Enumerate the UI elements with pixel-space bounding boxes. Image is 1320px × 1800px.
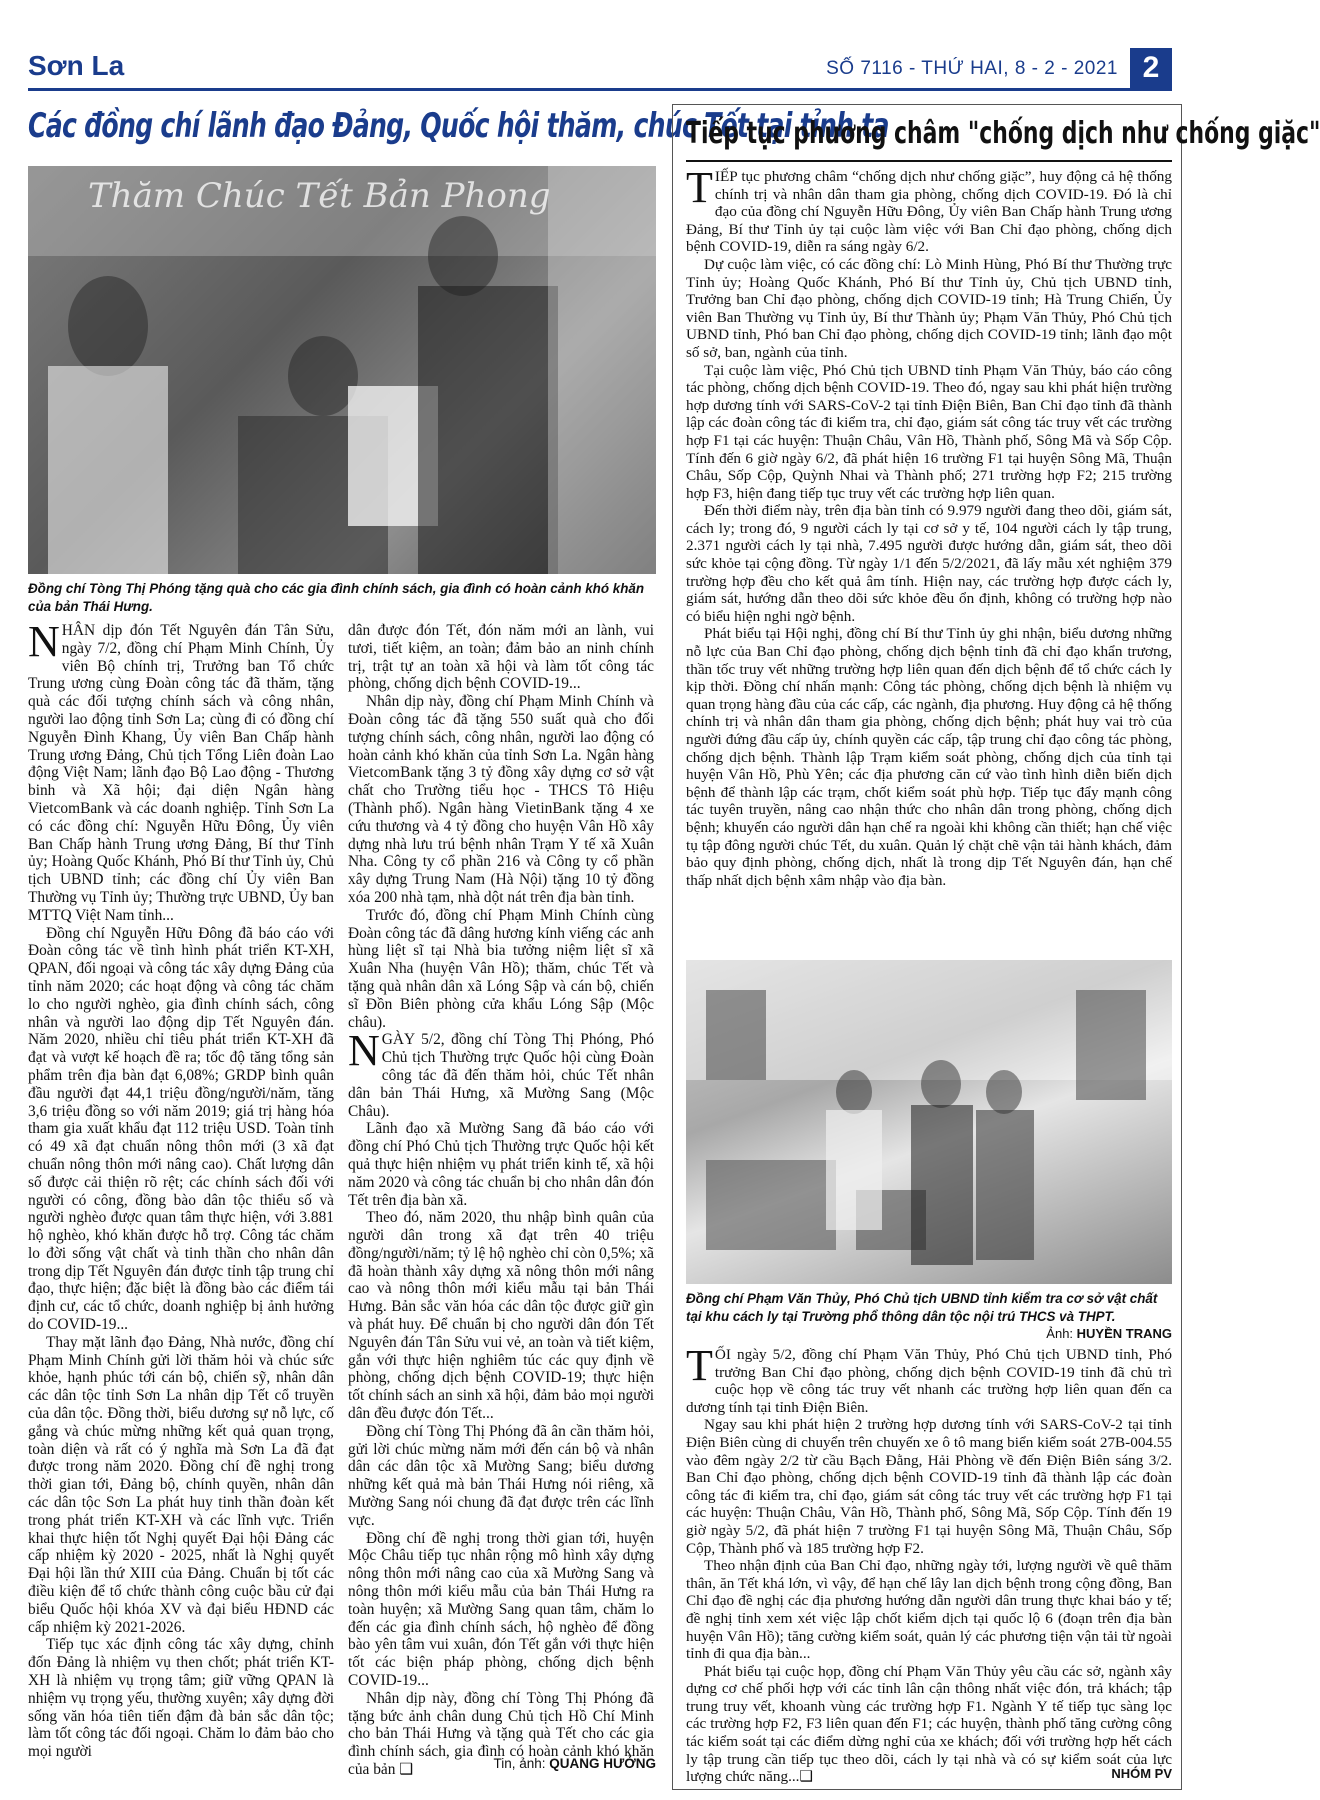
photo-window <box>706 990 766 1080</box>
photo-figure <box>418 286 558 574</box>
paragraph: Nhân dịp này, đồng chí Tòng Thị Phóng đã tặng bức ảnh chân dung Chủ tịch Hồ Chí Minh cho bản Thái Hưng và tặng quà Tết cho các gia đình chính sách, gia đình có hoàn cảnh khó khăn của bản ❑ <box>348 1689 654 1778</box>
right-photo-credit <box>686 1326 1172 1341</box>
photo-banner-text: Thăm Chúc Tết Bản Phong <box>88 176 551 216</box>
byline-name: QUANG HƯỞNG <box>549 1756 656 1771</box>
photo-figure <box>921 1060 961 1108</box>
paragraph-text: IẾP tục phương châm “chống dịch như chống giặc”, huy động cả hệ thống chính trị và nhân dân tham gia phòng, chống dịch COVID-19. Đó là chỉ đạo của đồng chí Nguyễn Hữu Đông, Ủy viên Ban Chấp hành Trung ương Đảng, Bí thư Tỉnh ủy tại cuộc làm việc với Ban Chỉ đạo phòng, chống dịch bệnh COVID-19, diễn ra sáng ngày 6/2. <box>686 168 1172 256</box>
photo-pot <box>706 1160 836 1250</box>
left-photo-caption: Đồng chí Tòng Thị Phóng tặng quà cho các gia đình chính sách, gia đình có hoàn cảnh khó khăn của bản Thái Hưng. <box>28 581 644 614</box>
paragraph: Đồng chí Tòng Thị Phóng đã ân cần thăm hỏi, gửi lời chúc mừng năm mới đến cán bộ và nhân dân các dân tộc xã Mường Sang; biểu dương những kết quả mà bản Thái Hưng nói riêng, xã Mường Sang nói chung đã đạt được trên các lĩnh vực. <box>348 1422 654 1529</box>
paragraph: Đồng chí đề nghị trong thời gian tới, huyện Mộc Châu tiếp tục nhân rộng mô hình xây dựng nông thôn mới nâng cao của xã Mường Sang và nông thôn mới kiểu mẫu của bản Thái Hưng ra toàn huyện; xã Mường Sang quan tâm, chăm lo đến các gia đình chính sách, hộ nghèo để đồng bào yên tâm vui xuân, đón Tết gắn với thực hiện tốt các biện pháp phòng, chống dịch bệnh COVID-19... <box>348 1529 654 1690</box>
left-byline <box>430 1756 656 1771</box>
paragraph: Lãnh đạo xã Mường Sang đã báo cáo với đồng chí Phó Chủ tịch Thường trực Quốc hội kết quả thực hiện nhiệm vụ phát triển kinh tế, xã hội năm 2020 và công tác chuẩn bị cho nhân dân đón Tết trên địa bàn xã. <box>348 1120 654 1209</box>
byline-prefix: Tin, ảnh: <box>493 1756 550 1771</box>
left-photo <box>28 166 656 574</box>
photo-figure <box>48 366 168 574</box>
paragraph-text: GÀY 5/2, đồng chí Tòng Thị Phóng, Phó Chủ tịch Thường trực Quốc hội cùng Đoàn công tác đã đến thăm hỏi, chúc Tết nhân dân bản Thái Hưng, xã Mường Sang (Mộc Châu). <box>348 1031 654 1120</box>
photo-figure <box>68 276 148 376</box>
paragraph-text: ỐI ngày 5/2, đồng chí Phạm Văn Thủy, Phó Chủ tịch UBND tỉnh, Phó trưởng Ban Chỉ đạo phòng, chống dịch bệnh COVID-19 tỉnh đã chủ trì cuộc họp về công tác truy vết nhanh các trường hợp liên quan đến ca dương tính tại tỉnh Điện Biên. <box>686 1346 1172 1416</box>
credit-name: HUYỀN TRANG <box>1076 1326 1172 1341</box>
drop-cap: T <box>686 1341 713 1390</box>
paragraph: Đến thời điểm này, trên địa bàn tỉnh có 9.979 người đang theo dõi, giám sát, cách ly; trong đó, 9 người cách ly tại cơ sở y tế, 104 người cách ly tập trung, 2.371 người cách ly tại nhà, 7.495 người được hướng dẫn, giám sát, theo dõi sức khỏe tại cộng đồng. Từ ngày 1/1 đến 5/2/2021, đã lấy mẫu xét nghiệm 379 trường hợp đều cho kết quả âm tính. Hiện nay, các trường hợp được cách ly, giám sát, hướng dẫn theo dõi sức khỏe đều ổn định, không có trường hợp nào có biểu hiện nghi ngờ bệnh. <box>686 502 1172 625</box>
photo-figure <box>836 1070 872 1114</box>
left-headline: Các đồng chí lãnh đạo Đảng, Quốc hội thăm, chúc Tết tại tỉnh ta <box>28 106 889 146</box>
paragraph: Tiếp tục xác định công tác xây dựng, chỉnh đốn Đảng là nhiệm vụ then chốt; phát triển KT-XH là nhiệm vụ trọng tâm; giữ vững QPAN là nhiệm vụ trọng yếu, thường xuyên; xây dựng đời sống văn hóa tiên tiến đậm đà bản sắc dân tộc; làm tốt công tác đối ngoại. Chăm lo đảm bảo cho mọi người <box>28 1636 334 1761</box>
right-article-part1 <box>686 163 1172 954</box>
paragraph: Theo đó, năm 2020, thu nhập bình quân của người dân trong xã đạt trên 40 triệu đồng/người/năm; tỷ lệ hộ nghèo chỉ còn 0,5%; xã đã hoàn thành xây dựng xã nông thôn mới nâng cao và nông thôn mới kiểu mẫu tại bản Thái Hưng. Bản sắc văn hóa các dân tộc được giữ gìn và phát huy. Để chuẩn bị cho người dân đón Tết Nguyên đán Tân Sửu vui vẻ, an toàn và tiết kiệm, gắn với thực hiện nghiêm túc các quy định về phòng, chống dịch bệnh COVID-19; thực hiện tốt chính sách an sinh xã hội, đảm bảo mọi người dân đều được đón Tết... <box>348 1209 654 1423</box>
right-byline: NHÓM PV <box>1111 1766 1172 1781</box>
paragraph <box>686 163 1172 256</box>
paragraph <box>686 1341 1172 1416</box>
right-headline: Tiếp tục phương châm "chống dịch như chống giặc" <box>686 116 1320 151</box>
paragraph: Ngay sau khi phát hiện 2 trường hợp dương tính với SARS-CoV-2 tại tỉnh Điện Biên cùng di chuyển trên chuyến xe ô tô mang biển kiểm soát 27B-004.55 vào đêm ngày 2/2 từ cầu Bạch Đằng, Hải Phòng về đến Điện Biên sáng 3/2. Ban Chỉ đạo phòng, chống dịch bệnh COVID-19 tỉnh đã thành lập các đoàn công tác đi kiểm tra, chỉ đạo, giám sát công tác truy vết các trường hợp F1 tại các huyện: Thuận Châu, Vân Hồ, Thành phố, Sông Mã, Sốp Cộp. Tính đến 19 giờ ngày 5/2, đã phát hiện 7 trường F1 tại huyện Sông Mã, Thuận Châu, Sốp Cộp, Thành phố và 185 trường hợp F2. <box>686 1416 1172 1557</box>
drop-cap: T <box>686 163 713 212</box>
paragraph: Thay mặt lãnh đạo Đảng, Nhà nước, đồng chí Phạm Minh Chính gửi lời thăm hỏi và chúc sức khỏe, hạnh phúc tới cán bộ, chiến sỹ, nhân dân các dân tộc tỉnh Sơn La nhân dịp Tết cổ truyền của dân tộc. Đồng thời, biểu dương sự nỗ lực, cố gắng và chúc mừng những kết quả quan trọng, toàn diện và rất có ý nghĩa mà Sơn La đã đạt được trong năm 2020. Đồng chí đề nghị trong thời gian tới, Đảng bộ, chính quyền, nhân dân các dân tộc Sơn La phát huy tinh thần đoàn kết trong phát triển KT-XH và các lĩnh vực. Triển khai thực hiện tốt Nghị quyết Đại hội Đảng các cấp nhiệm kỳ 2020 - 2025, nhất là Nghị quyết Đại hội lần thứ XIII của Đảng. Chuẩn bị tốt các điều kiện để tổ chức thành công cuộc bầu cử đại biểu Quốc hội khóa XV và đại biểu HĐND các cấp nhiệm kỳ 2021-2026. <box>28 1333 334 1636</box>
paragraph: Phát biểu tại cuộc họp, đồng chí Phạm Văn Thủy yêu cầu các sở, ngành xây dựng cơ chế phối hợp với các tỉnh lân cận thông nhất việc đón, trả khách; tập trung truy vết, khoanh vùng các trường hợp F1. Ngành Y tế tiếp tục sàng lọc các trường hợp F2, F3 liên quan đến F1; các huyện, thành phố tăng cường công tác kiểm soát tại các điểm dừng nghỉ của xe khách; đối với trường hợp hết cách ly tập trung cần tiếp tục theo dõi, cách ly tại nhà và có sự kiểm soát của lực lượng chức năng...❑ <box>686 1662 1172 1786</box>
paragraph: Phát biểu tại Hội nghị, đồng chí Bí thư Tỉnh ủy ghi nhận, biểu dương những nỗ lực của Ban Chỉ đạo phòng, chống dịch bệnh tỉnh đã chỉ đạo khẩn trương, thần tốc truy vết những trường hợp liên quan đến dịch bệnh để tổ chức cách ly kịp thời. Đồng chí nhấn mạnh: Công tác phòng, chống dịch bệnh là nhiệm vụ quan trọng hàng đầu của các cấp, các ngành, địa phương. Huy động cả hệ thống chính trị và nhân dân tham gia phòng, chống dịch bệnh; phát huy vai trò của người đứng đầu cấp ủy, chính quyền các cấp, tập trung chỉ đạo công tác phòng, chống dịch bệnh. Thành lập Trạm kiểm soát phòng, chống dịch của tỉnh tại huyện Vân Hồ, Phù Yên; các địa phương căn cứ vào tình hình diễn biến dịch bệnh để thành lập các trạm, chốt kiểm soát phù hợp. Tiếp tục đẩy mạnh công tác tuyên truyền, nâng cao nhận thức cho nhân dân trong phòng, chống dịch bệnh; khuyến cáo người dân hạn chế ra ngoài khi không cần thiết; hạn chế việc tụ tập đông người chúc Tết, du xuân. Quản lý chặt chẽ vận tải hành khách, đảm bảo quy định phòng, chống dịch, nhất là trong dịp Tết Nguyên đán, hạn chế thấp nhất dịch bệnh xâm nhập vào địa bàn. <box>686 625 1172 889</box>
right-headline-rule <box>686 160 1172 162</box>
header-rule <box>28 88 1172 91</box>
paragraph: Dự cuộc làm việc, có các đồng chí: Lò Minh Hùng, Phó Bí thư Thường trực Tỉnh ủy; Hoàng Quốc Khánh, Phó Bí thư Tỉnh ủy, Chủ tịch UBND tỉnh, Trưởng ban Chỉ đạo phòng, chống dịch COVID-19 tỉnh; Hà Trung Chiến, Ủy viên Ban Thường vụ Tỉnh ủy, Bí thư Thành ủy; Phạm Văn Thủy, Phó Chủ tịch UBND tỉnh, Phó ban Chỉ đạo phòng, chống dịch COVID-19 tỉnh; lãnh đạo một số sở, ban, ngành của tỉnh. <box>686 255 1172 361</box>
photo-figure <box>976 1110 1034 1260</box>
paragraph <box>28 617 334 925</box>
paragraph: Đồng chí Nguyễn Hữu Đông đã báo cáo với Đoàn công tác về tình hình phát triển KT-XH, QPAN, đối ngoại và công tác xây dựng Đảng của tỉnh năm 2020; các hoạt động và công tác chăm lo cho người nghèo, gia đình chính sách, công nhân và người lao động dịp Tết Nguyên đán. Năm 2020, nhiều chỉ tiêu phát triển KT-XH đã đạt và vượt kế hoạch đề ra; tốc độ tăng tổng sản phẩm trên địa bàn đạt 6,08%; GRDP bình quân đầu người đạt 44,1 triệu đồng/người/năm, tăng 3,6 triệu đồng so với năm 2019; giá trị hàng hóa tham gia xuất khẩu đạt 112 triệu USD. Toàn tỉnh có 49 xã đạt chuẩn nông thôn mới (3 xã đạt chuẩn nông thôn mới nâng cao). Chất lượng dân số được cải thiện rõ rệt; các chính sách đối với người có công, đồng bào dân tộc thiểu số và người nghèo được quan tâm thực hiện, với 3.881 hộ nghèo, khó khăn được hỗ trợ. Công tác chăm lo đời sống vật chất và tinh thần cho nhân dân trong dịp Tết Nguyên đán được tỉnh tập trung chỉ đạo, thực hiện; đặc biệt là đồng bào các điểm tái định cư, các tổ chức, doanh nghiệp bị ảnh hưởng do COVID-19... <box>28 924 334 1334</box>
page-number: 2 <box>1130 48 1172 88</box>
right-photo <box>686 960 1172 1284</box>
paragraph-text: HÂN dịp đón Tết Nguyên đán Tân Sửu, ngày 7/2, đồng chí Phạm Minh Chính, Ủy viên Bộ chính trị, Trưởng ban Tổ chức Trung ương cùng Đoàn công tác đã thăm, tặng quà các đối tượng chính sách và công nhân, người lao động tỉnh Sơn La; cùng đi có đồng chí Nguyễn Đình Khang, Ủy viên Ban Chấp hành Trung ương Đảng, Chủ tịch Tổng Liên đoàn Lao động Việt Nam; lãnh đạo Bộ Lao động - Thương binh và Xã hội; đại diện Ngân hàng VietcomBank và các doanh nghiệp. Tỉnh Sơn La có các đồng chí: Nguyễn Hữu Đông, Ủy viên Ban Chấp hành Trung ương Đảng, Bí thư Tỉnh ủy; Hoàng Quốc Khánh, Phó Bí thư Tỉnh ủy, Chủ tịch UBND tỉnh; các đồng chí Ủy viên Ban Thường vụ Tỉnh ủy; Thường trực UBND, Ủy ban MTTQ Việt Nam tỉnh... <box>28 622 334 924</box>
right-photo-caption: Đồng chí Phạm Văn Thủy, Phó Chủ tịch UBND tỉnh kiểm tra cơ sở vật chất tại khu cách ly tại Trường phổ thông dân tộc nội trú THCS và THPT. <box>686 1291 1158 1324</box>
photo-background <box>548 166 656 574</box>
paragraph: Tại cuộc làm việc, Phó Chủ tịch UBND tỉnh Phạm Văn Thủy, báo cáo công tác phòng, chống dịch bệnh COVID-19. Theo đó, ngay sau khi phát hiện trường hợp dương tính với SARS-CoV-2 tại tỉnh Điện Biên, Ban Chỉ đạo tỉnh đã thành lập các đoàn công tác đi kiểm tra, chỉ đạo, giám sát công tác truy vết các trường hợp F1 tại các huyện: Thuận Châu, Vân Hồ, Thành phố, Sông Mã và Sốp Cộp. Tính đến 6 giờ ngày 6/2, đã phát hiện 16 trường F1 tại huyện Sông Mã, Thuận Châu, Sốp Cộp, Quỳnh Nhai và Thành phố; 271 trường hợp F2; 215 trường hợp F3, hiện đang tiếp tục truy vết các trường hợp liên quan. <box>686 361 1172 502</box>
paragraph: dân được đón Tết, đón năm mới an lành, vui tươi, tiết kiệm, an toàn; đảm bảo an ninh chính trị, trật tự an toàn xã hội và làm tốt công tác phòng, chống dịch bệnh COVID-19... <box>348 622 654 693</box>
paragraph: Theo nhận định của Ban Chỉ đạo, những ngày tới, lượng người về quê thăm thân, ăn Tết khá lớn, vì vậy, để hạn chế lây lan dịch bệnh trong cộng đồng, Ban Chỉ đạo đề nghị các địa phương hướng dẫn người dân trung thực khai báo y tế; đề nghị tỉnh xem xét việc lập chốt kiểm dịch tại quốc lộ 6 (đoạn trên địa bàn huyện Vân Hồ); tăng cường kiểm soát, quản lý các phương tiện vận tải từ ngoài tỉnh đi qua địa bàn... <box>686 1557 1172 1663</box>
credit-prefix: Ảnh: <box>1046 1326 1077 1341</box>
paragraph <box>348 1026 654 1120</box>
photo-figure <box>911 1105 973 1265</box>
drop-cap: N <box>28 617 60 666</box>
paragraph: Trước đó, đồng chí Phạm Minh Chính cùng Đoàn công tác đã dâng hương kính viếng các anh hùng liệt sĩ tại Nhà bia tưởng niệm liệt sĩ xã Xuân Nha (huyện Vân Hồ); thăm, chúc Tết và tặng quà nhân dân xã Lóng Sập và cán bộ, chiến sĩ Đồn Biên phòng cửa khẩu Lóng Sập (Mộc châu). <box>348 906 654 1031</box>
issue-info: SỐ 7116 - THỨ HAI, 8 - 2 - 2021 <box>826 58 1118 79</box>
photo-door <box>1076 990 1146 1100</box>
photo-figure <box>826 1110 882 1230</box>
section-name: Sơn La <box>28 50 125 81</box>
paragraph: Nhân dịp này, đồng chí Phạm Minh Chính và Đoàn công tác đã tặng 550 suất quà cho đối tượng chính sách, công nhân, người lao động có hoàn cảnh khó khăn của tỉnh Sơn La. Ngân hàng VietcomBank tặng 3 tỷ đồng xây dựng cơ sở vật chất cho Trường tiểu học - THCS Tô Hiệu (Thành phố). Ngân hàng VietinBank tặng 4 xe cứu thương và 4 tỷ đồng cho huyện Vân Hồ xây dựng nhà lưu trú bệnh nhân Trạm Y tế xã Xuân Nha. Công ty cổ phần 216 và Công ty cổ phần xây dựng Trung Nam (Hà Nội) tặng 10 tỷ đồng xóa 200 nhà tạm, nhà dột nát trên địa bàn tỉnh. <box>348 693 654 906</box>
photo-figure <box>428 216 498 296</box>
left-article-col1 <box>28 617 334 1772</box>
photo-figure <box>986 1070 1022 1114</box>
drop-cap: N <box>348 1026 380 1076</box>
